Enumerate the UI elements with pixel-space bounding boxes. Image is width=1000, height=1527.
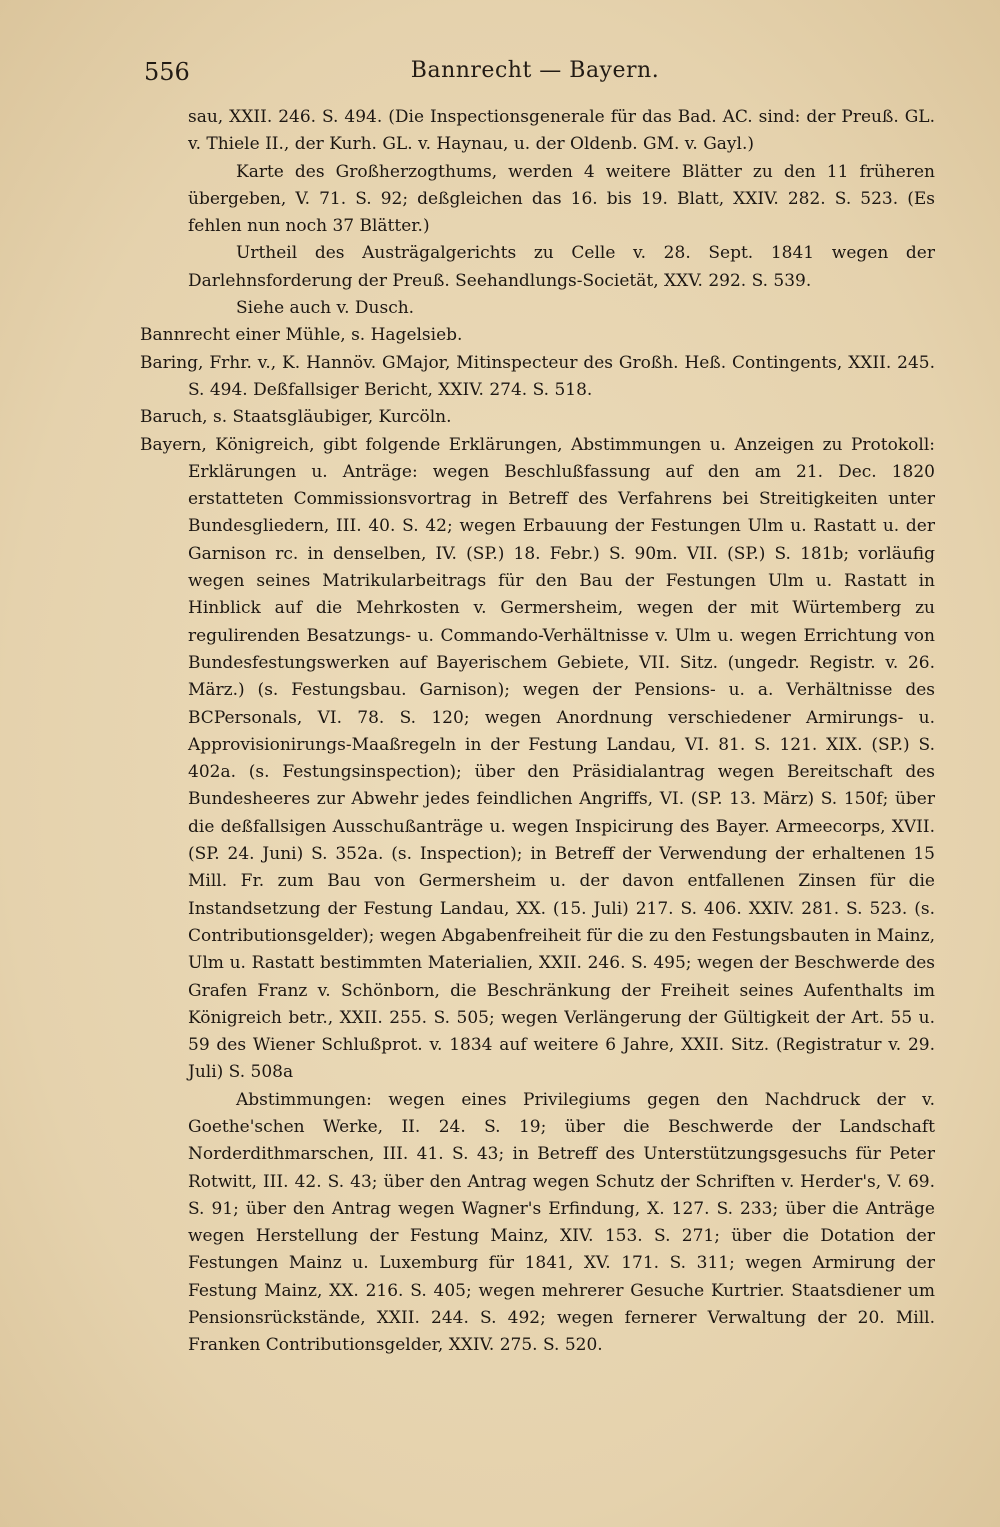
paragraph-3: Urtheil des Austrägalgerichts zu Celle v. 28. Sept. 1841 wegen der Darlehnsforderung der Preuß. Seehandlungs-Societät, XXV. 292. S. 539. [188,243,935,291]
paragraph-4: Siehe auch v. Dusch. [236,298,415,319]
index-entry-bayern: Bayern, Königreich, gibt folgende Erklärungen, Abstimmungen u. Anzeigen zu Protokoll: Erklärungen u. Anträge: wegen Beschlußfassung auf den am 21. Dec. 1820 erstatteten Commissionsvortrag in Betreff des Verfahrens bei Streitigkeiten unter Bundesgliedern, III. 40. S. 42; wegen Erbauung der Festungen Ulm u. Rastatt u. der Garnison rc. in denselben, IV. (SP.) 18. Febr.) S. 90m. VII. (SP.) S. 181b; vorläufig wegen seines Matrikularbeitrags für den Bau der Festungen Ulm u. Rastatt in Hinblick auf die Mehrkosten v. Germersheim, wegen der mit Würtemberg zu regulirenden Besatzungs- u. Commando-Verhältnisse v. Ulm u. wegen Errichtung von Bundesfestungswerken auf Bayerischem Gebiete, VII. Sitz. (ungedr. Registr. v. 26. März.) (s. Festungsbau. Garnison); wegen der Pensions- u. a. Verhältnisse des BCPersonals, VI. 78. S. 120; wegen Anordnung verschiedener Armirungs- u. Approvisionirungs-Maaßregeln in der Festung Landau, VI. 81. S. 121. XIX. (SP.) S. 402a. (s. Festungsinspection); über den Präsidialantrag wegen Bereitschaft des Bundesheeres zur Abwehr jedes feindlichen Angriffs, VI. (SP. 13. März) S. 150f; über die deßfallsigen Ausschußanträge u. wegen Inspicirung des Bayer. Armeecorps, XVII. (SP. 24. Juni) S. 352a. (s. Inspection); in Betreff der Verwendung der erhaltenen 15 Mill. Fr. zum Bau von Germersheim u. der davon entfallenen Zinsen für die Instandsetzung der Festung Landau, XX. (15. Juli) 217. S. 406. XXIV. 281. S. 523. (s. Contributionsgelder); wegen Abgabenfreiheit für die zu den Festungsbauten in Mainz, Ulm u. Rastatt bestimmten Materialien, XXII. 246. S. 495; wegen der Beschwerde des Grafen Franz v. Schönborn, die Beschränkung der Freiheit seines Aufenthalts im Königreich betr., XXII. 255. S. 505; wegen Verlängerung der Gültigkeit der Art. 55 u. 59 des Wiener Schlußprot. v. 1834 auf weitere 6 Jahre, XXII. Sitz. (Registratur v. 29. Juli) S. 508a [140,434,935,1083]
index-entry-bannrecht: Bannrecht einer Mühle, s. Hagelsieb. [140,325,463,346]
paragraph-2: Karte des Großherzogthums, werden 4 weitere Blätter zu den 11 früheren übergeben, V. 71. S. 92; deßgleichen das 16. bis 19. Blatt, XXIV. 282. S. 523. (Es fehlen nun noch 37 Blätter.) [188,161,935,237]
index-entry-baruch: Baruch, s. Staatsgläubiger, Kurcöln. [140,407,452,428]
page-header [140,58,930,94]
index-entry-baring: Baring, Frhr. v., K. Hannöv. GMajor, Mitinspecteur des Großh. Heß. Contingents, XXII. 245. S. 494. Deßfallsiger Bericht, XXIV. 274. S. 518. [140,352,935,400]
running-head-title: Bannrecht — Bayern. [410,58,660,83]
paragraph-abstimmungen: Abstimmungen: wegen eines Privilegiums gegen den Nachdruck der v. Goethe'schen Werke, II. 24. S. 19; über die Beschwerde der Landschaft Norderdithmarschen, III. 41. S. 43; in Betreff des Unterstützungsgesuchs für Peter Rotwitt, III. 42. S. 43; über den Antrag wegen Schutz der Schriften v. Herder's, V. 69. S. 91; über den Antrag wegen Wagner's Erfindung, X. 127. S. 233; über die Anträge wegen Herstellung der Festung Mainz, XIV. 153. S. 271; über die Dotation der Festungen Mainz u. Luxemburg für 1841, XV. 171. S. 311; wegen Armirung der Festung Mainz, XX. 216. S. 405; wegen mehrerer Gesuche Kurtrier. Staatsdiener um Pensionsrückstände, XXII. 244. S. 492; wegen fernerer Verwaltung der 20. Mill. Franken Contributionsgelder, XXIV. 275. S. 520. [188,1089,935,1356]
page-number: 556 [144,58,190,86]
paragraph-1: sau, XXII. 246. S. 494. (Die Inspectionsgenerale für das Bad. AC. sind: der Preuß. GL. v. Thiele II., der Kurh. GL. v. Haynau, u. der Oldenb. GM. v. Gayl.) [188,107,935,155]
index-text-body [140,104,935,1360]
